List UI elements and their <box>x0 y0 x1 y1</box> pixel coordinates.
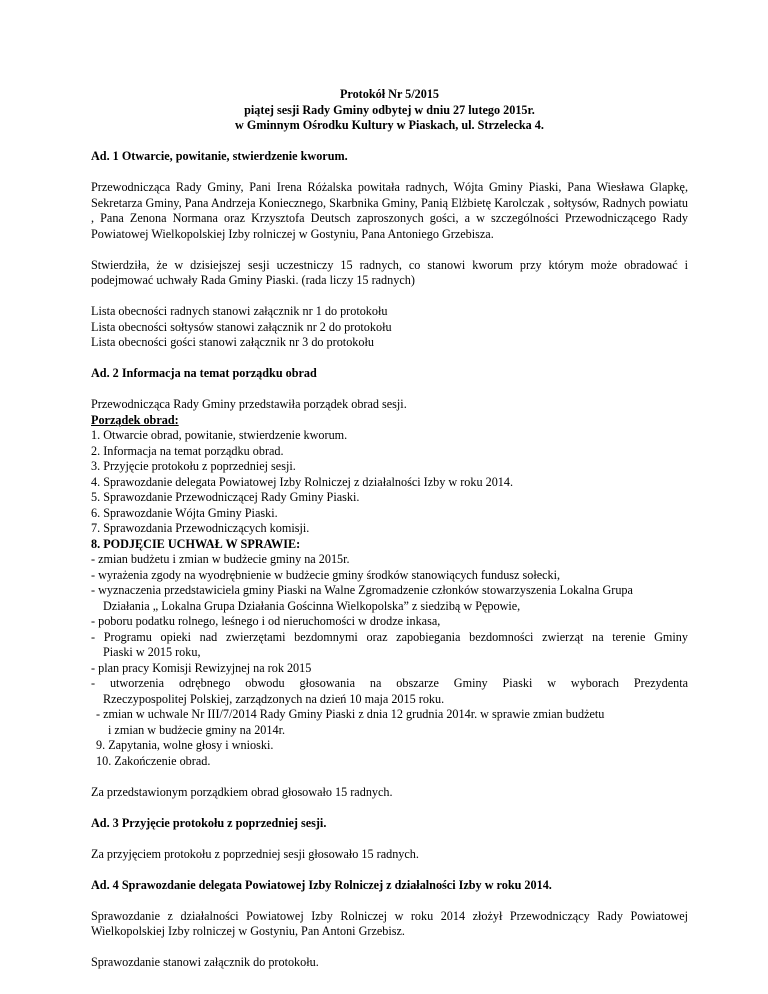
agenda-item: 6. Sprawozdanie Wójta Gminy Piaski. <box>91 505 278 520</box>
agenda-item: 7. Sprawozdania Przewodniczących komisji. <box>91 521 310 535</box>
resolution-item: - zmian budżetu i zmian w budżecie gminy na 2015r. <box>91 552 350 566</box>
resolution-item: - wyznaczenia przedstawiciela gminy Piaski na Walne Zgromadzenie członków stowarzyszenia Lokalna Grupa <box>91 583 633 597</box>
ad2-vote: Za przedstawionym porządkiem obrad głosowało 15 radnych. <box>91 784 393 799</box>
ad1-heading: Ad. 1 Otwarcie, powitanie, stwierdzenie kworum. <box>91 149 348 163</box>
resolution-item: - zmian w uchwale Nr III/7/2014 Rady Gminy Piaski z dnia 12 grudnia 2014r. w sprawie zmian budżetu <box>96 707 605 721</box>
agenda-item: 2. Informacja na temat porządku obrad. <box>91 443 284 458</box>
ad4-heading: Ad. 4 Sprawozdanie delegata Powiatowej Izby Rolniczej z działalności Izby w roku 2014. <box>91 877 552 892</box>
ad3-heading: Ad. 3 Przyjęcie protokołu z poprzedniej sesji. <box>91 815 327 830</box>
ad1-paragraph-welcome: Przewodnicząca Rady Gminy, Pani Irena Różalska powitała radnych, Wójta Gminy Piaski, Pana Wiesława Glapkę, Sekretarza Gminy, Pana Andrzeja Koniecznego, Skarbnika Gminy, Panią Elżbietę Karolczak , sołtysów, Radnych powiatu , Pana Zenona Normana oraz Krzysztofa Deutsch zaproszonych gości, a w szczególności Przewodniczącego Rady Powiatowej Wielkopolskiej Izby rolniczej w Gostyniu, Pana Antoniego Grzebisza. <box>91 180 688 241</box>
agenda-label: Porządek obrad: <box>91 412 179 427</box>
agenda-item: 4. Sprawozdanie delegata Powiatowej Izby Rolniczej z działalności Izby w roku 2014. <box>91 474 514 489</box>
resolution-item-continued: Rzeczypospolitej Polskiej, zarządzonych na dzień 10 maja 2015 roku. <box>103 691 445 706</box>
ad4-paragraph-attachment: Sprawozdanie stanowi załącznik do protokołu. <box>91 955 319 969</box>
document-title-line2: piątej sesji Rady Gminy odbytej w dniu 27 lutego 2015r. <box>244 102 535 117</box>
document-title-line3: w Gminnym Ośrodku Kultury w Piaskach, ul. Strzelecka 4. <box>235 118 544 132</box>
resolution-item: - plan pracy Komisji Rewizyjnej na rok 2015 <box>91 660 312 675</box>
resolution-item: - Programu opieki nad zwierzętami bezdomnymi oraz zapobiegania bezdomności zwierząt na terenie Gminy <box>91 629 688 644</box>
agenda-item: 1. Otwarcie obrad, powitanie, stwierdzenie kworum. <box>91 428 348 442</box>
resolution-item: - poboru podatku rolnego, leśnego i od nieruchomości w drodze inkasa, <box>91 614 441 628</box>
resolution-item-continued: Działania „ Lokalna Grupa Działania Gościnna Wielkopolska” z siedzibą w Pępowie, <box>103 598 521 613</box>
agenda-item-resolutions: 8. PODJĘCIE UCHWAŁ W SPRAWIE: <box>91 536 301 551</box>
ad4-paragraph-report: Sprawozdanie z działalności Powiatowej Izby Rolniczej w roku 2014 złożył Przewodniczący Rady Powiatowej Wielkopolskiej Izby rolniczej w Gostyniu, Pan Antoni Grzebisz. <box>91 908 688 938</box>
attendance-list-item: Lista obecności gości stanowi załącznik nr 3 do protokołu <box>91 335 374 349</box>
ad2-intro: Przewodnicząca Rady Gminy przedstawiła porządek obrad sesji. <box>91 397 407 411</box>
resolution-item-continued: Piaski w 2015 roku, <box>103 645 201 659</box>
agenda-item: 10. Zakończenie obrad. <box>96 753 211 768</box>
agenda-item: 9. Zapytania, wolne głosy i wnioski. <box>96 738 274 752</box>
agenda-item: 3. Przyjęcie protokołu z poprzedniej sesji. <box>91 459 296 473</box>
attendance-list-item: Lista obecności radnych stanowi załącznik nr 1 do protokołu <box>91 304 388 318</box>
ad2-heading: Ad. 2 Informacja na temat porządku obrad <box>91 366 317 380</box>
resolution-item: - utworzenia odrębnego obwodu głosowania na obszarze Gminy Piaski w wyborach Prezydenta <box>91 676 688 690</box>
resolution-item-continued: i zmian w budżecie gminy na 2014r. <box>108 722 286 737</box>
ad3-vote: Za przyjęciem protokołu z poprzedniej sesji głosowało 15 radnych. <box>91 846 419 861</box>
ad1-paragraph-quorum: Stwierdziła, że w dzisiejszej sesji uczestniczy 15 radnych, co stanowi kworum przy którym może obradować i podejmować uchwały Rada Gminy Piaski. (rada liczy 15 radnych) <box>91 257 688 287</box>
attendance-list-item: Lista obecności sołtysów stanowi załącznik nr 2 do protokołu <box>91 319 392 334</box>
resolution-item: - wyrażenia zgody na wyodrębnienie w budżecie gminy środków stanowiących fundusz sołecki, <box>91 567 561 582</box>
agenda-item: 5. Sprawozdanie Przewodniczącej Rady Gminy Piaski. <box>91 490 360 504</box>
document-title-line1: Protokół Nr 5/2015 <box>339 87 440 101</box>
